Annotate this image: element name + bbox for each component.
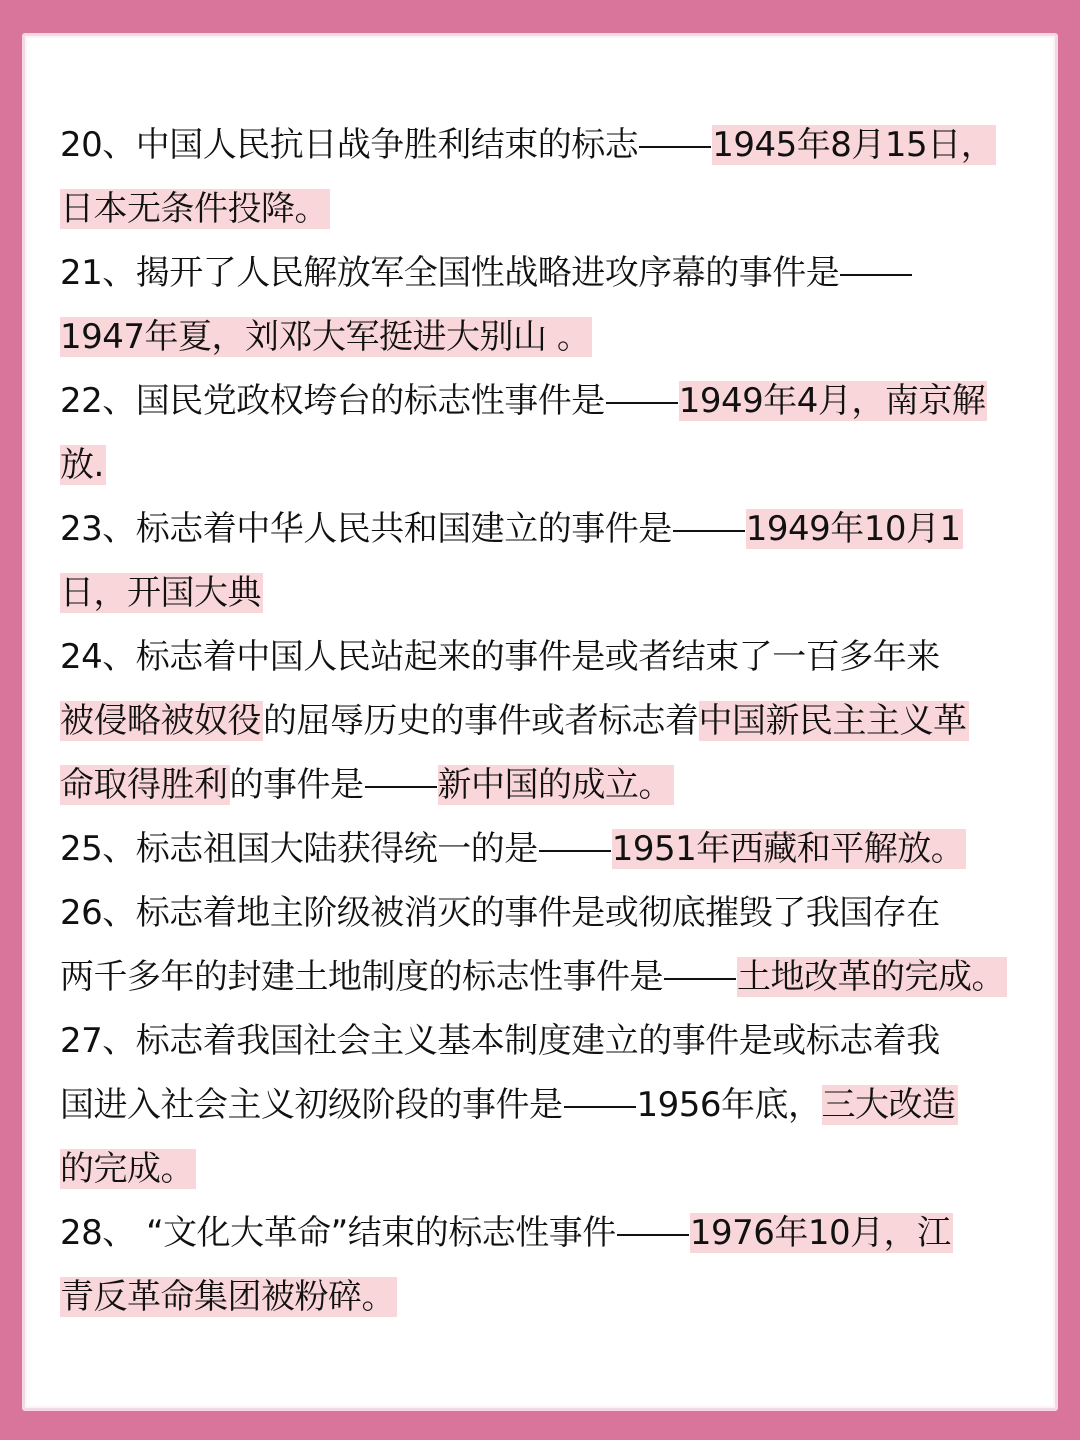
item-27-answer-cont: 的完成。 xyxy=(60,1149,194,1189)
item-24-highlight-2: 中国新民主主义革 xyxy=(698,701,967,741)
item-27-question: 27、标志着我国社会主义基本制度建立的事件是或标志着我 xyxy=(60,1021,940,1061)
item-22-line-1 xyxy=(60,369,1055,433)
item-25-answer: 1951年西藏和平解放。 xyxy=(611,829,965,869)
em-dash xyxy=(639,146,711,148)
item-23-line-1 xyxy=(60,497,1055,561)
item-20-line-2 xyxy=(60,177,1055,241)
item-24-question: 24、标志着中国人民站起来的事件是或者结束了一百多年来 xyxy=(60,637,940,677)
item-26-question: 26、标志着地主阶级被消灭的事件是或彻底摧毁了我国存在 xyxy=(60,893,940,933)
item-20-question: 20、中国人民抗日战争胜利结束的标志 xyxy=(60,125,639,165)
item-28-line-1 xyxy=(60,1201,1055,1265)
em-dash xyxy=(606,402,678,404)
em-dash xyxy=(664,978,736,980)
item-22-answer: 1949年4月，南京解 xyxy=(678,381,986,421)
item-24-text-2: 的屈辱历史的事件或者标志着 xyxy=(263,701,699,741)
em-dash xyxy=(617,1234,689,1236)
item-27-line-2 xyxy=(60,1073,1055,1137)
item-24-highlight-1: 被侵略被奴役 xyxy=(60,701,261,741)
item-20-line-1 xyxy=(60,113,1055,177)
item-24-line-1 xyxy=(60,625,1055,689)
item-23-question: 23、标志着中华人民共和国建立的事件是 xyxy=(60,509,672,549)
item-21-line-2 xyxy=(60,305,1055,369)
item-20-answer-cont: 日本无条件投降。 xyxy=(60,189,328,229)
em-dash xyxy=(840,274,912,276)
item-28-answer: 1976年10月，江 xyxy=(689,1213,951,1253)
item-24-highlight-2-cont: 命取得胜利 xyxy=(60,765,228,805)
item-27-text-2: 国进入社会主义初级阶段的事件是 xyxy=(60,1085,563,1125)
item-27-answer: 三大改造 xyxy=(821,1085,956,1125)
item-28-question: 28、 “文化大革命”结束的标志性事件 xyxy=(60,1213,616,1253)
item-28-line-2 xyxy=(60,1265,1055,1329)
item-22-line-2 xyxy=(60,433,1055,497)
item-21-answer: 1947年夏，刘邓大军挺进大别山 。 xyxy=(60,317,591,357)
item-25-question: 25、标志祖国大陆获得统一的是 xyxy=(60,829,538,869)
item-21-question: 21、揭开了人民解放军全国性战略进攻序幕的事件是 xyxy=(60,253,840,293)
item-26-line-1 xyxy=(60,881,1055,945)
item-20-answer: 1945年8月15日， xyxy=(712,125,995,165)
question-list xyxy=(60,113,1055,1329)
item-22-question: 22、国民党政权垮台的标志性事件是 xyxy=(60,381,605,421)
item-28-answer-cont: 青反革命集团被粉碎。 xyxy=(60,1277,395,1317)
em-dash xyxy=(564,1106,636,1108)
item-23-line-2 xyxy=(60,561,1055,625)
item-21-line-1 xyxy=(60,241,1055,305)
item-26-answer: 土地改革的完成。 xyxy=(737,957,1005,997)
item-24-line-2 xyxy=(60,689,1055,753)
item-22-answer-cont: 放. xyxy=(60,445,104,485)
item-26-text-2: 两千多年的封建土地制度的标志性事件是 xyxy=(60,957,663,997)
item-23-answer: 1949年10月1 xyxy=(745,509,961,549)
item-26-line-2 xyxy=(60,945,1055,1009)
item-24-text-3: 的事件是 xyxy=(229,765,364,805)
item-24-answer: 新中国的成立。 xyxy=(437,765,672,805)
item-23-answer-cont: 日，开国大典 xyxy=(60,573,261,613)
item-24-line-3 xyxy=(60,753,1055,817)
item-25-line-1 xyxy=(60,817,1055,881)
em-dash xyxy=(365,786,437,788)
item-27-line-1 xyxy=(60,1009,1055,1073)
em-dash xyxy=(539,850,611,852)
item-27-plain: 1956年底， xyxy=(636,1085,822,1125)
em-dash xyxy=(673,530,745,532)
item-27-line-3 xyxy=(60,1137,1055,1201)
